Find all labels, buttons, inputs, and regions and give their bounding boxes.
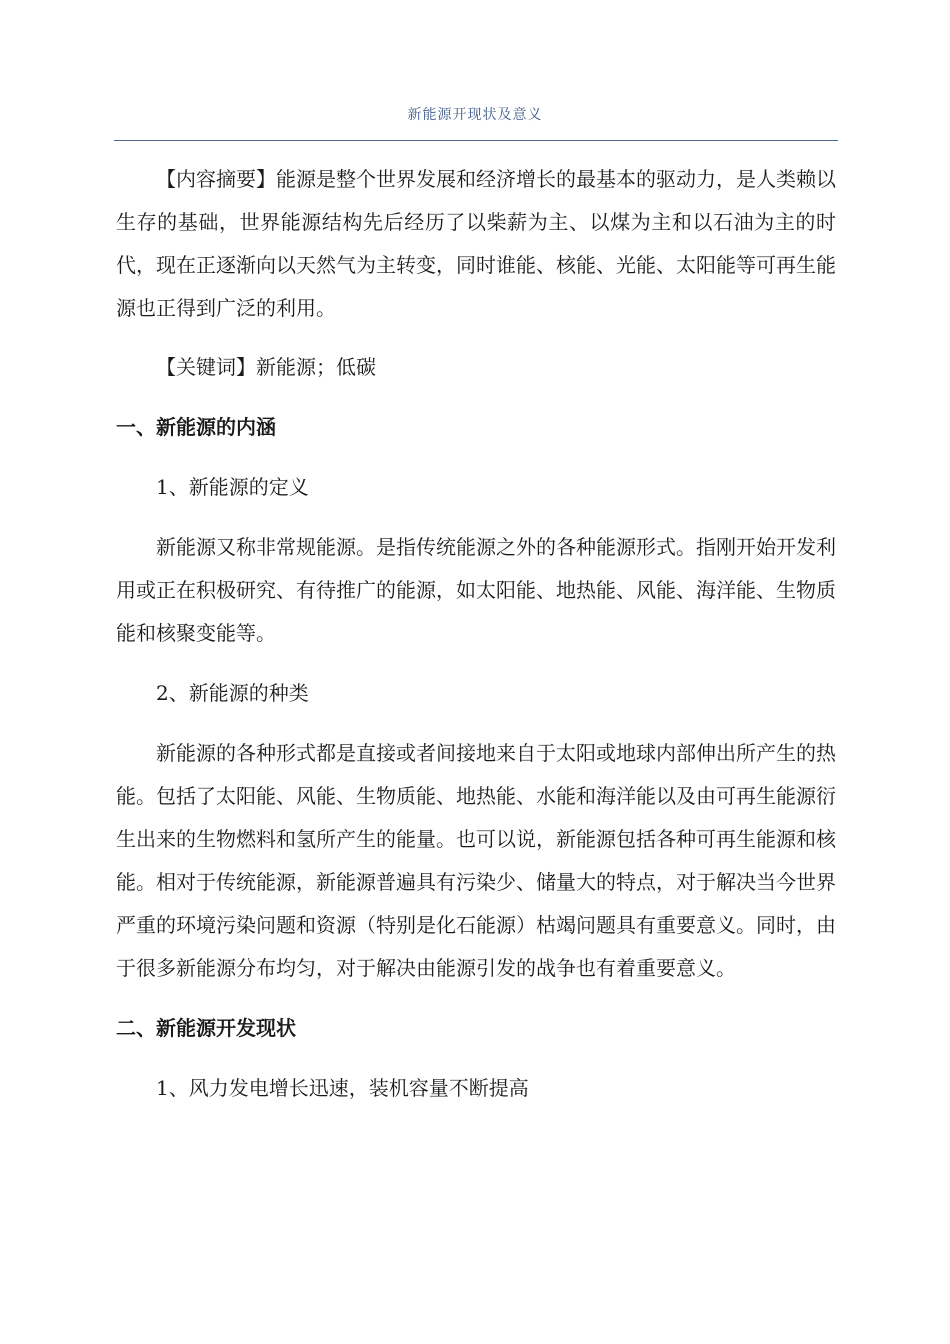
subsection-title-2-1: 1、风力发电增长迅速，装机容量不断提高: [156, 1076, 529, 1100]
section-heading-2: 二、新能源开发现状: [116, 1016, 296, 1040]
keywords-line: 【关键词】新能源；低碳: [156, 355, 376, 379]
abstract-paragraph: 【内容摘要】能源是整个世界发展和经济增长的最基本的驱动力，是人类赖以生存的基础，世界能源结构先后经历了以柴薪为主、以煤为主和以石油为主的时代，现在正逐渐向以天然气为主转变，同时谁能、核能、光能、太阳能等可再生能源也正得到广泛的利用。: [116, 167, 836, 320]
definition-paragraph: 新能源又称非常规能源。是指传统能源之外的各种能源形式。指刚开始开发利用或正在积极研究、有待推广的能源，如太阳能、地热能、风能、海洋能、生物质能和核聚变能等。: [116, 535, 836, 645]
subsection-title-1-2: 2、新能源的种类: [156, 681, 309, 705]
header-divider: [114, 140, 838, 141]
section-heading-1: 一、新能源的内涵: [116, 415, 276, 439]
document-body: [116, 158, 836, 1110]
types-paragraph: 新能源的各种形式都是直接或者间接地来自于太阳或地球内部伸出所产生的热能。包括了太阳能、风能、生物质能、地热能、水能和海洋能以及由可再生能源衍生出来的生物燃料和氢所产生的能量。也可以说，新能源包括各种可再生能源和核能。相对于传统能源，新能源普遍具有污染少、储量大的特点，对于解决当今世界严重的环境污染问题和资源（特别是化石能源）枯竭问题具有重要意义。同时，由于很多新能源分布均匀，对于解决由能源引发的战争也有着重要意义。: [116, 741, 836, 980]
running-header: 新能源开现状及意义: [407, 107, 543, 123]
subsection-title-1-1: 1、新能源的定义: [156, 475, 309, 499]
